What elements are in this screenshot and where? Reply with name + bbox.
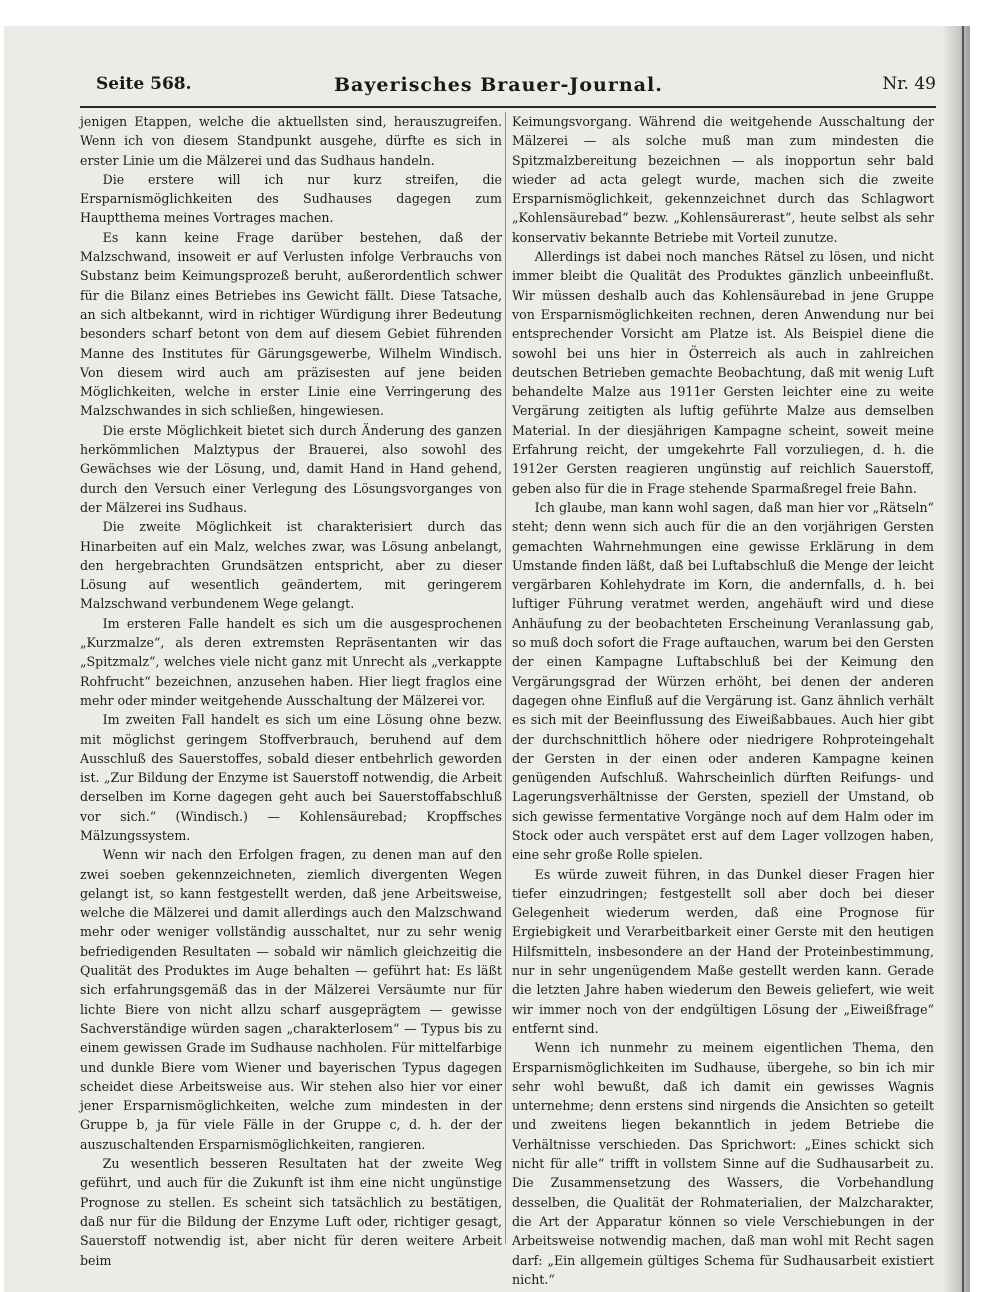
- paragraph: Im zweiten Fall handelt es sich um eine Lösung ohne bezw. mit möglichst geringem Stoffverbrauch, beruhend auf dem Ausschluß des Sauerstoffes, sobald dieser entbehrlich geworden ist. „Zur Bildung der Enzyme ist Sauerstoff notwendig, die Arbeit derselben im Korne dagegen geht auch bei Sauerstoffabschluß vor sich.“ (Windisch.) — Kohlensäurebad; Kropffsches Mälzungssystem.: [80, 712, 502, 843]
- paragraph: Die erste Möglichkeit bietet sich durch Änderung des ganzen herkömmlichen Malztypus der Brauerei, also sowohl des Gewächses wie der Lösung, und, damit Hand in Hand gehend, durch den Versuch einer Verlegung des Lösungsvorganges von der Mälzerei ins Sudhaus.: [80, 422, 502, 515]
- left-column: [80, 112, 502, 1268]
- journal-title: Bayerisches Brauer-Journal.: [334, 74, 663, 96]
- paragraph: Allerdings ist dabei noch manches Rätsel zu lösen, und nicht immer bleibt die Qualität des Produktes gänzlich unbeeinflußt. Wir müssen deshalb auch das Kohlensäurebad in jene Gruppe von Ersparnismöglichkeiten rechnen, deren Anwendung nur bei entsprechender Vorsicht am Platze ist. Als Beispiel diene die sowohl bei uns hier in Österreich als auch in zahlreichen deutschen Betrieben gemachte Beobachtung, daß mit wenig Luft behandelte Malze aus 1911er Gersten leichter eine zu weite Vergärung zeitigten als luftig geführte Malze aus demselben Material. In der diesjährigen Kampagne scheint, soweit meine Erfahrung reicht, der umgekehrte Fall vorzuliegen, d. h. die 1912er Gersten reagieren ungünstig auf reichlich Sauerstoff, geben also für die in Frage stehende Sparmaßregel freie Bahn.: [512, 249, 934, 496]
- paragraph: Die erstere will ich nur kurz streifen, die Ersparnismöglichkeiten des Sudhauses dagegen zum Hauptthema meines Vortrages machen.: [80, 171, 502, 226]
- paragraph: jenigen Etappen, welche die aktuellsten sind, herauszugreifen. Wenn ich von diesem Standpunkt ausgehe, dürfte es sich in erster Linie um die Mälzerei und das Sudhaus handeln.: [80, 114, 502, 168]
- paragraph: Ich glaube, man kann wohl sagen, daß man hier vor „Rätseln“ steht; denn wenn sich auch für die an den vorjährigen Gersten gemachten Wahrnehmungen eine gewisse Erklärung in dem Umstande finden läßt, daß bei Luftabschluß die Menge der leicht vergärbaren Kohlehydrate im Korn, die andernfalls, d. h. bei luftiger Führung veratmet werden, angehäuft wird und diese Anhäufung zu der beobachteten Erscheinung Veranlassung gab, so muß doch sofort die Frage auftauchen, warum bei den Gersten der einen Kampagne Luftabschluß bei der Keimung den Vergärungsgrad der Würzen erhöht, bei denen der anderen dagegen ohne Einfluß auf die Vergärung ist. Ganz ähnlich verhält es sich mit der Beeinflussung des Eiweißabbaues. Auch hier gibt der durchschnittlich höhere oder niedrigere Rohproteingehalt der Gersten in der einen oder anderen Kampagne keinen genügenden Aufschluß. Wahrscheinlich dürften Reifungs- und Lagerungsverhältnisse der Gersten, speziell der Umstand, ob sich gewisse fermentative Vorgänge noch auf dem Halm oder im Stock oder auch verspätet erst auf dem Lager vollzogen haben, eine sehr große Rolle spielen.: [512, 499, 934, 863]
- paragraph: Es kann keine Frage darüber bestehen, daß der Malzschwand, insoweit er auf Verlusten infolge Verbrauchs von Substanz beim Keimungsprozeß beruht, außerordentlich schwer für die Bilanz eines Betriebes ins Gewicht fällt. Diese Tatsache, an sich altbekannt, wird in richtiger Würdigung ihrer Bedeutung besonders scharf betont von dem auf diesem Gebiet führenden Manne des Institutes für Gärungsgewerbe, Wilhelm Windisch. Von diesem wird auch am präzisesten auf jene beiden Möglichkeiten, welche in erster Linie eine Verringerung des Malzschwandes in sich schließen, hingewiesen.: [80, 229, 502, 419]
- page-number: Seite 568.: [96, 74, 192, 94]
- paragraph: Wenn ich nunmehr zu meinem eigentlichen Thema, den Ersparnismöglichkeiten im Sudhause, übergehe, so bin ich mir sehr wohl bewußt, daß ich damit ein gewisses Wagnis unternehme; denn erstens sind nirgends die Ansichten so geteilt und zweitens liegen bekanntlich in jedem Betriebe die Verhältnisse verschieden. Das Sprichwort: „Eines schickt sich nicht für alle“ trifft in vollstem Sinne auf die Sudhausarbeit zu. Die Zusammensetzung des Wassers, die Vorbehandlung desselben, die Qualität der Rohmaterialien, der Malzcharakter, die Art der Apparatur können so viele Verschiebungen in der Arbeitsweise notwendig machen, daß man wohl mit Recht sagen darf: „Ein allgemein gültiges Schema für Sudhausarbeit existiert nicht.“: [512, 1040, 934, 1287]
- running-header: [96, 74, 936, 100]
- paragraph: Im ersteren Falle handelt es sich um die ausgesprochenen „Kurzmalze“, als deren extremsten Repräsentanten wir das „Spitzmalz“, welches viele nicht ganz mit Unrecht als „verkappte Rohfrucht“ bezeichnen, anzusehen haben. Hier liegt fraglos eine mehr oder minder weitgehende Ausschaltung der Mälzerei vor.: [80, 615, 502, 708]
- issue-number: Nr. 49: [882, 74, 936, 94]
- paragraph: Zu wesentlich besseren Resultaten hat der zweite Weg geführt, und auch für die Zukunft ist ihm eine nicht ungünstige Prognose zu stellen. Es scheint sich tatsächlich zu bestätigen, daß nur für die Bildung der Enzyme Luft oder, richtiger gesagt, Sauerstoff notwendig ist, aber nicht für deren weitere Arbeit beim: [80, 1156, 502, 1268]
- header-rule: [80, 106, 936, 108]
- page-gutter-shadow: [942, 26, 970, 1292]
- paragraph: Keimungsvorgang. Während die weitgehende Ausschaltung der Mälzerei — als solche muß man zum mindesten die Spitzmalzbereitung bezeichnen — als inopportun sehr bald wieder ad acta gelegt wurde, machen sich die zweite Ersparnismöglichkeit, gekennzeichnet durch das Schlagwort „Kohlensäurebad“ bezw. „Kohlensäurerast“, heute selbst als sehr konservativ bekannte Betriebe mit Vorteil zunutze.: [512, 114, 934, 245]
- paragraph: Die zweite Möglichkeit ist charakterisiert durch das Hinarbeiten auf ein Malz, welches zwar, was Lösung anbelangt, den hergebrachten Grundsätzen entspricht, aber zu dieser Lösung auf wesentlich geändertem, mit geringerem Malzschwand verbundenem Wege gelangt.: [80, 519, 502, 612]
- page-edge: [962, 26, 964, 1292]
- paragraph: Wenn wir nach den Erfolgen fragen, zu denen man auf den zwei soeben gekennzeichneten, ziemlich divergenten Wegen gelangt ist, so kann festgestellt werden, daß jene Arbeitsweise, welche die Mälzerei und damit allerdings auch den Malzschwand mehr oder weniger vollständig ausschaltet, nur zu sehr wenig befriedigenden Resultaten — sobald wir nämlich gleichzeitig die Qualität des Produktes im Auge behalten — geführt hat: Es läßt sich erfahrungsgemäß das in der Mälzerei Versäumte nur für lichte Biere von nicht allzu scharf ausgeprägtem — gewisse Sachverständige würden sagen „charakterlosem“ — Typus bis zu einem gewissen Grade im Sudhause nachholen. Für mittelfarbige und dunkle Biere vom Wiener und bayerischen Typus dagegen scheidet diese Arbeitsweise aus. Wir stehen also hier vor einer jener Ersparnismöglichkeiten, welche zum mindesten in der Gruppe b, ja für viele Fälle in der Gruppe c, d. h. der der auszuschaltenden Ersparnismöglichkeiten, rangieren.: [80, 847, 502, 1152]
- column-divider: [505, 112, 506, 1244]
- right-column: [512, 112, 934, 1287]
- paragraph: Es würde zuweit führen, in das Dunkel dieser Fragen hier tiefer einzudringen; festgestellt soll aber doch bei dieser Gelegenheit wiederum werden, daß eine Prognose für Ergiebigkeit und Verarbeitbarkeit einer Gerste mit den heutigen Hilfsmitteln, insbesondere an der Hand der Proteinbestimmung, nur in sehr ungenügendem Maße gestellt werden kann. Gerade die letzten Jahre haben wiederum den Beweis geliefert, wie weit wir immer noch von der endgültigen Lösung der „Eiweißfrage“ entfernt sind.: [512, 866, 934, 1036]
